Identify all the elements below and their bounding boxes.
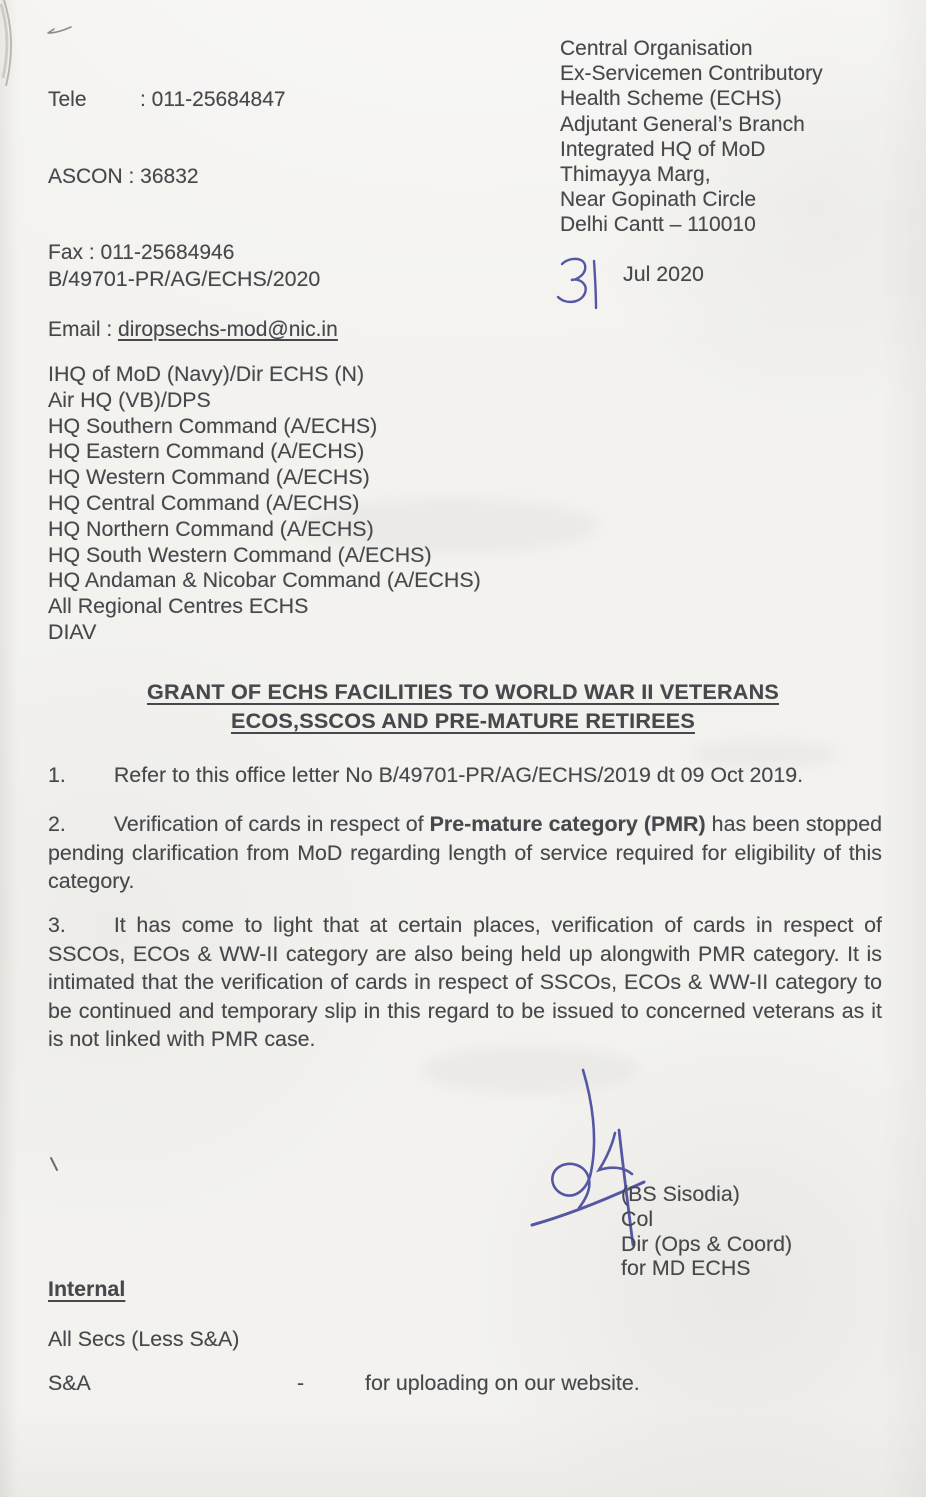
addressee-item: HQ Western Command (A/ECHS) — [48, 465, 370, 490]
internal-sa-row — [48, 1371, 768, 1401]
paragraph-1: 1. Refer to this office letter No B/49701-PR/AG/ECHS/2019 dt 09 Oct 2019. — [48, 763, 804, 787]
signatory-name: (BS Sisodia) — [621, 1182, 740, 1206]
addressee-item: DIAV — [48, 619, 97, 644]
tele-value: : 011-25684847 — [140, 88, 286, 111]
paragraph-2: 2. Verification of cards in respect of Pre-mature category (PMR) has been stopped pending clarification from MoD regarding length of service required for eligibility of this category. — [48, 812, 882, 894]
subject-title — [0, 678, 926, 735]
addressee-item: HQ Eastern Command (A/ECHS) — [48, 439, 365, 464]
signatory-rank: Col — [621, 1206, 654, 1231]
addressee-item: HQ Central Command (A/ECHS) — [48, 490, 360, 515]
addressee-item: All Regional Centres ECHS — [48, 594, 309, 619]
paragraph-1-number: 1. — [48, 763, 66, 787]
sa-dash: - — [297, 1371, 305, 1395]
addressee-item: HQ South Western Command (A/ECHS) — [48, 542, 432, 567]
email-line — [48, 317, 338, 343]
fax-line: Fax : 011-25684946 — [48, 241, 235, 264]
handwritten-day — [550, 248, 614, 314]
paragraph-3-number: 3. — [48, 913, 66, 937]
paper-fold-artifact — [0, 0, 26, 88]
addressee-item: IHQ of MoD (Navy)/Dir ECHS (N) — [48, 362, 365, 386]
signatory-block — [621, 1182, 792, 1281]
email-prefix: Email : — [48, 317, 119, 341]
paragraph-2-bold: Pre-mature category (PMR) — [429, 812, 706, 836]
org-address-line: Integrated HQ of MoD — [560, 137, 766, 161]
org-address-line: Central Organisation — [560, 37, 753, 60]
org-address-line: Delhi Cantt – 110010 — [560, 213, 756, 237]
addressee-item: HQ Northern Command (A/ECHS) — [48, 516, 374, 541]
paragraph-3: 3. It has come to light that at certain places, verification of cards in respect of SSCOs, ECOs & WW-II category are also being held up alongwith PMR category. It is intimated that the verification of cards in respect of SSCOs, ECOs & WW-II category to be continued and temporary slip in this regard to be issued to concerned veterans as it is not linked with PMR case. — [48, 913, 882, 1052]
letter-reference-number: B/49701-PR/AG/ECHS/2020 — [48, 267, 321, 291]
org-address-line: Adjutant General’s Branch — [560, 112, 805, 136]
addressee-item: HQ Andaman & Nicobar Command (A/ECHS) — [48, 568, 481, 593]
addressee-list — [48, 362, 481, 646]
sa-label: S&A — [48, 1371, 91, 1395]
org-address-line: Ex-Servicemen Contributory — [560, 62, 823, 86]
contact-block — [48, 36, 338, 393]
signatory-for-line: for MD ECHS — [621, 1256, 751, 1281]
pen-tick-artifact — [48, 1156, 60, 1172]
tele-label: Tele — [48, 88, 87, 111]
email-address: diropsechs-mod@nic.in — [118, 317, 338, 341]
org-address-line: Near Gopinath Circle — [560, 188, 757, 212]
sa-purpose: for uploading on our website. — [365, 1371, 640, 1395]
paragraph-2-number: 2. — [48, 812, 66, 836]
org-address-block — [560, 36, 823, 238]
tele-line — [48, 87, 338, 113]
internal-heading: Internal — [48, 1277, 126, 1301]
org-address-line: Thimayya Marg, — [560, 163, 711, 187]
internal-all-secs: All Secs (Less S&A) — [48, 1327, 240, 1351]
addressee-item: Air HQ (VB)/DPS — [48, 387, 211, 412]
addressee-item: HQ Southern Command (A/ECHS) — [48, 413, 378, 438]
subject-title-line2: ECOS,SSCOS AND PRE-MATURE RETIREES — [231, 707, 695, 733]
letter-date: Jul 2020 — [623, 262, 704, 286]
ascon-line: ASCON : 36832 — [48, 164, 199, 188]
subject-title-line1: GRANT OF ECHS FACILITIES TO WORLD WAR II VETERANS — [146, 679, 780, 704]
org-address-line: Health Scheme (ECHS) — [560, 87, 782, 111]
signatory-designation: Dir (Ops & Coord) — [621, 1231, 793, 1256]
